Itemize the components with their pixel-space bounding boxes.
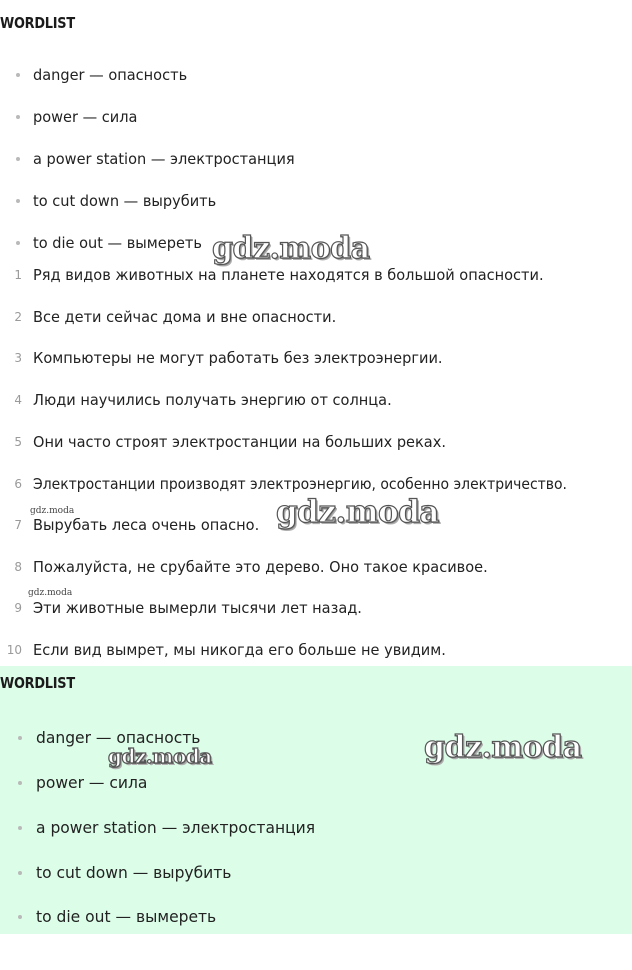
bullet-icon [18, 826, 22, 830]
bullet-icon [16, 157, 20, 161]
wordlist-item-text: power — сила [33, 108, 138, 126]
sentence-number: 5 [14, 435, 22, 449]
bullet-icon [16, 115, 20, 119]
bullet-icon [16, 199, 20, 203]
wordlist-item-text: to cut down — вырубить [33, 192, 217, 210]
wordlist-item-text: danger — опасность [33, 66, 188, 84]
sentence-number: 8 [14, 560, 22, 574]
sentence-text: Люди научились получать энергию от солнца. [33, 391, 392, 409]
sentence-text: Если вид вымрет, мы никогда его больше не увидим. [33, 641, 446, 659]
sentence-text: Электростанции производят электроэнергию, особенно электричество. [33, 475, 567, 493]
bullet-icon [16, 241, 20, 245]
wordlist-item-text: power — сила [36, 773, 148, 792]
bullet-icon [18, 871, 22, 875]
sentence-text: Они часто строят электростанции на больших реках. [33, 433, 446, 451]
sentence-number: 10 [6, 643, 22, 657]
watermark: gdz.moda [424, 730, 582, 765]
sentence-number: 7 [14, 518, 22, 532]
watermark-small: gdz.moda [28, 588, 73, 598]
watermark: gdz.moda [276, 494, 439, 530]
wordlist-item-text: to die out — вымереть [36, 907, 217, 926]
sentence-number: 9 [14, 601, 22, 615]
sentence-number: 4 [14, 393, 22, 407]
sentence-text: Компьютеры не могут работать без электроэнергии. [33, 349, 443, 367]
watermark: gdz.moda [212, 231, 370, 266]
wordlist-item-text: danger — опасность [36, 728, 201, 747]
sentence-number: 3 [14, 351, 22, 365]
bullet-icon [18, 915, 22, 919]
sentence-text: Все дети сейчас дома и вне опасности. [33, 308, 337, 326]
wordlist-title: WORDLIST [0, 14, 75, 32]
watermark-small: gdz.moda [30, 506, 75, 516]
wordlist-title: WORDLIST [0, 674, 75, 692]
highlighted-wordlist [0, 666, 632, 934]
sentence-text: Ряд видов животных на планете находятся в большой опасности. [33, 266, 544, 284]
sentence-number: 1 [14, 268, 22, 282]
bullet-icon [16, 73, 20, 77]
sentence-number: 2 [14, 310, 22, 324]
watermark: gdz.moda [108, 744, 212, 768]
bullet-icon [18, 736, 22, 740]
wordlist-item-text: a power station — электростанция [36, 818, 316, 837]
sentence-number: 6 [14, 477, 22, 491]
bullet-icon [18, 781, 22, 785]
sentence-text: Пожалуйста, не срубайте это дерево. Оно такое красивое. [33, 558, 488, 576]
sentence-text: Вырубать леса очень опасно. [33, 516, 260, 534]
wordlist-item-text: to die out — вымереть [33, 234, 202, 252]
sentence-text: Эти животные вымерли тысячи лет назад. [33, 599, 362, 617]
wordlist-item-text: a power station — электростанция [33, 150, 295, 168]
wordlist-item-text: to cut down — вырубить [36, 863, 232, 882]
